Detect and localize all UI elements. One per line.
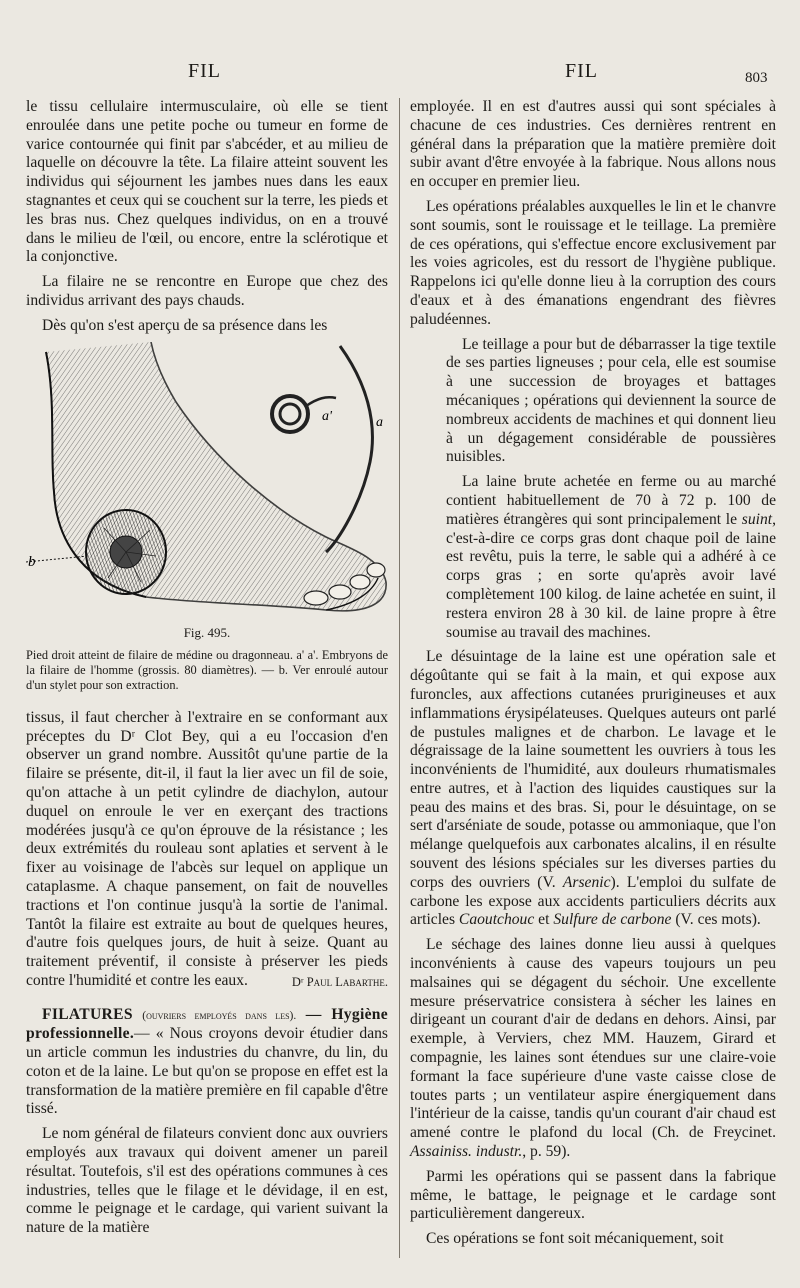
paragraph: Dès qu'on s'est aperçu de sa présence dans les	[42, 316, 328, 334]
column-divider	[399, 98, 400, 1258]
text-run: La laine brute achetée en ferme ou au marché contient habituellement de 70 à 72 p. 100 de matières étrangères qui sont principalement le	[446, 473, 776, 528]
label-a-prime: a'	[322, 408, 332, 424]
paragraph: Le nom général de filateurs convient donc aux ouvriers employés aux travaux qui doivent amener un pareil résultat. Toutefois, s'il est des opérations communes à ces industries, telles que le filage et le dévidage, il en est, comme le peignage et le cardage, qui varient suivant la nature de la matière	[26, 1125, 388, 1237]
label-b: b	[28, 553, 36, 570]
italic-reference: Assainiss. industr.	[410, 1143, 523, 1161]
italic-term: Caoutchouc	[458, 911, 535, 929]
paragraph	[410, 936, 776, 1162]
italic-term: Arsenic	[562, 873, 611, 891]
indented-block	[410, 336, 776, 643]
entry-title: FILATURES	[42, 1005, 133, 1023]
foot-illustration	[26, 342, 388, 622]
text-run: , c'est-à-dire ce corps gras dont chaque poil de laine est revêtu, puis la terre, le sable qui a adhéré à ce corps gras ; en sorte qu'après avoir lavé complètement 100 kilog. de laine achetée en suint, il restera environ 28 à 30 kil. de laine propre à être soumise au travail des machines.	[446, 510, 776, 641]
text-run: Le séchage des laines donne lieu aussi à quelques inconvénients à cause des vapeurs toujours un peu malsaines qui se dégagent du séchoir. Une excellente mesure préservatrice consistera à sécher les laines en dirigeant un courant d'air de dedans en dehors. Ainsi, par exemple, à Verviers, chez MM. Hauzem, Girard et compagnie, les laines sont étendues sur une claire-voie formant la face supérieure d'une vaste caisse close de toutes parts ; un ventilateur aspire énergiquement dans l'intérieur de la caisse, tandis qu'un courant d'air chaud est amené contre le plafond du local (Ch. de Freycinet.	[410, 936, 776, 1142]
running-header-right: FIL	[565, 60, 598, 82]
italic-term: Sulfure de carbone	[553, 911, 672, 929]
right-column	[410, 98, 776, 1255]
entry-lead: — Hygiène professionnelle.	[26, 1005, 388, 1043]
text-run: et	[534, 911, 554, 929]
text-run: , p. 59).	[522, 1143, 571, 1161]
entry-subtitle: (ouvriers employés dans les).	[142, 1009, 297, 1022]
italic-term: suint	[741, 510, 773, 528]
text-run: ). L'emploi du sulfate de carbone les expose aux accidents particuliers décrits aux articles	[410, 873, 776, 929]
paragraph: Parmi les opérations qui se passent dans la fabrique même, le battage, le peignage et le cardage sont particulièrement dangereux.	[410, 1167, 776, 1223]
paragraph: le tissu cellulaire intermusculaire, où elle se tient enroulée dans une petite poche ou tumeur en forme de varice contournée qui finit par s'abcéder, et au milieu de laquelle on découvre la tête. La filaire atteint souvent les individus qui séjournent les jambes nues dans les eaux stagnantes et ceux qui se couchent sur la terre, les pieds et les bras nus. Chez quelques individus, on en a trouvé dans le milieu de l'œil, ou encore, entre la sclérotique et la conjonctive.	[26, 98, 388, 266]
figure-caption: Fig. 495.	[183, 624, 231, 640]
paragraph	[410, 648, 776, 930]
entry-text: — « Nous croyons devoir étudier dans un article commun les industries du chanvre, du lin, du coton et de la laine. Le but qu'on se propose en effet est la transformation de la matière première en fil capable d'être tissé.	[26, 1025, 388, 1118]
label-a: a	[376, 414, 383, 430]
paragraph: tissus, il faut chercher à l'extraire en se conformant aux préceptes du Dʳ Clot Bey, qui a eu l'occasion d'en observer un grand nombre. Aussitôt qu'une partie de la filaire se présente, dit-il, il faut la lier avec un fil de soie, qu'on attache à un petit cylindre de diachylon, autour duquel on enroule le ver en exerçant des tractions modérées jusqu'à ce qu'on éprouve de la résistance ; les deux extrémités du rouleau sont aplaties et servent à le fixer au voisinage de l'abcès sur lequel on applique un cataplasme. A chaque pansement, on fait de nouvelles tractions et l'on continue jusqu'à la sortie de l'animal. Tantôt la filaire est extraite au bout de quelques heures, d'autre fois quelques jours, de huit à seize. Quant au traitement préventif, il consiste à préserver les pieds contre l'humidité et contre les eaux.	[26, 708, 388, 989]
paragraph: Ces opérations se font soit mécaniquement, soit	[426, 1230, 724, 1248]
running-header-left: FIL	[188, 60, 221, 82]
paragraph: employée. Il en est d'autres aussi qui sont spéciales à chacune de ces industries. Ces dernières rentrent en général dans la préparation que la matière première doit subir avant d'être envoyée à la fabrique. Nous allons nous en occuper en premier lieu.	[410, 98, 776, 191]
paragraph: Les opérations préalables auxquelles le lin et le chanvre sont soumis, sont le rouissage et le teillage. La première de ces opérations, qui s'effectue encore exclusivement par les voies agricoles, est du ressort de l'hygiène publique. Rappelons ici qu'elle donne lieu à la corruption des cours d'eaux et à des émanations engendrant des fièvres paludéennes.	[410, 197, 776, 328]
figure-495	[26, 342, 388, 693]
left-column	[26, 98, 388, 1244]
page-number: 803	[745, 70, 768, 86]
author-signature: Dʳ Paul Labarthe.	[291, 974, 388, 989]
paragraph: Le teillage a pour but de débarrasser la tige textile de ses parties ligneuses ; pour cela, elle est soumise à une succession de broyages et battages mécaniques ; opérations qui deviennent la source de nombreux accidents de machines et qui donnent lieu à un dégagement considérable de poussières nuisibles.	[446, 335, 776, 466]
entry-paragraph	[26, 1006, 388, 1120]
text-run: Le désuintage de la laine est une opération sale et dégoûtante qui se fait à la main, et qui expose aux furoncles, aux affections cutanées prurigineuses et aux inflammations érysipélateuses. Quelques auteurs ont parlé de pustules malignes et de charbon. Le lavage et le dégraissage de la laine soumettent les ouvriers à tous les inconvénients de l'humidité, aux douleurs rhumatismales entre autres, et à l'action des liquides caustiques sur la peau des mains et des bras. Si, pour le désuintage, on se sert d'arséniate de soude, potasse ou ammoniaque, que l'on mélange quelquefois aux carbonates alcalins, il en résulte souvent des lésions spéciales sur les diverses parties du corps des ouvriers (V.	[410, 648, 776, 891]
text-run: (V. ces mots).	[671, 911, 761, 929]
paragraph	[446, 473, 776, 642]
figure-description: Pied droit atteint de filaire de médine ou dragonneau. a' a'. Embryons de la filaire de l'homme (grossis. 80 diamètres). — b. Ver enroulé autour d'un stylet pour son extraction.	[26, 648, 388, 692]
paragraph: La filaire ne se rencontre en Europe que chez des individus arrivant des pays chauds.	[26, 273, 388, 309]
